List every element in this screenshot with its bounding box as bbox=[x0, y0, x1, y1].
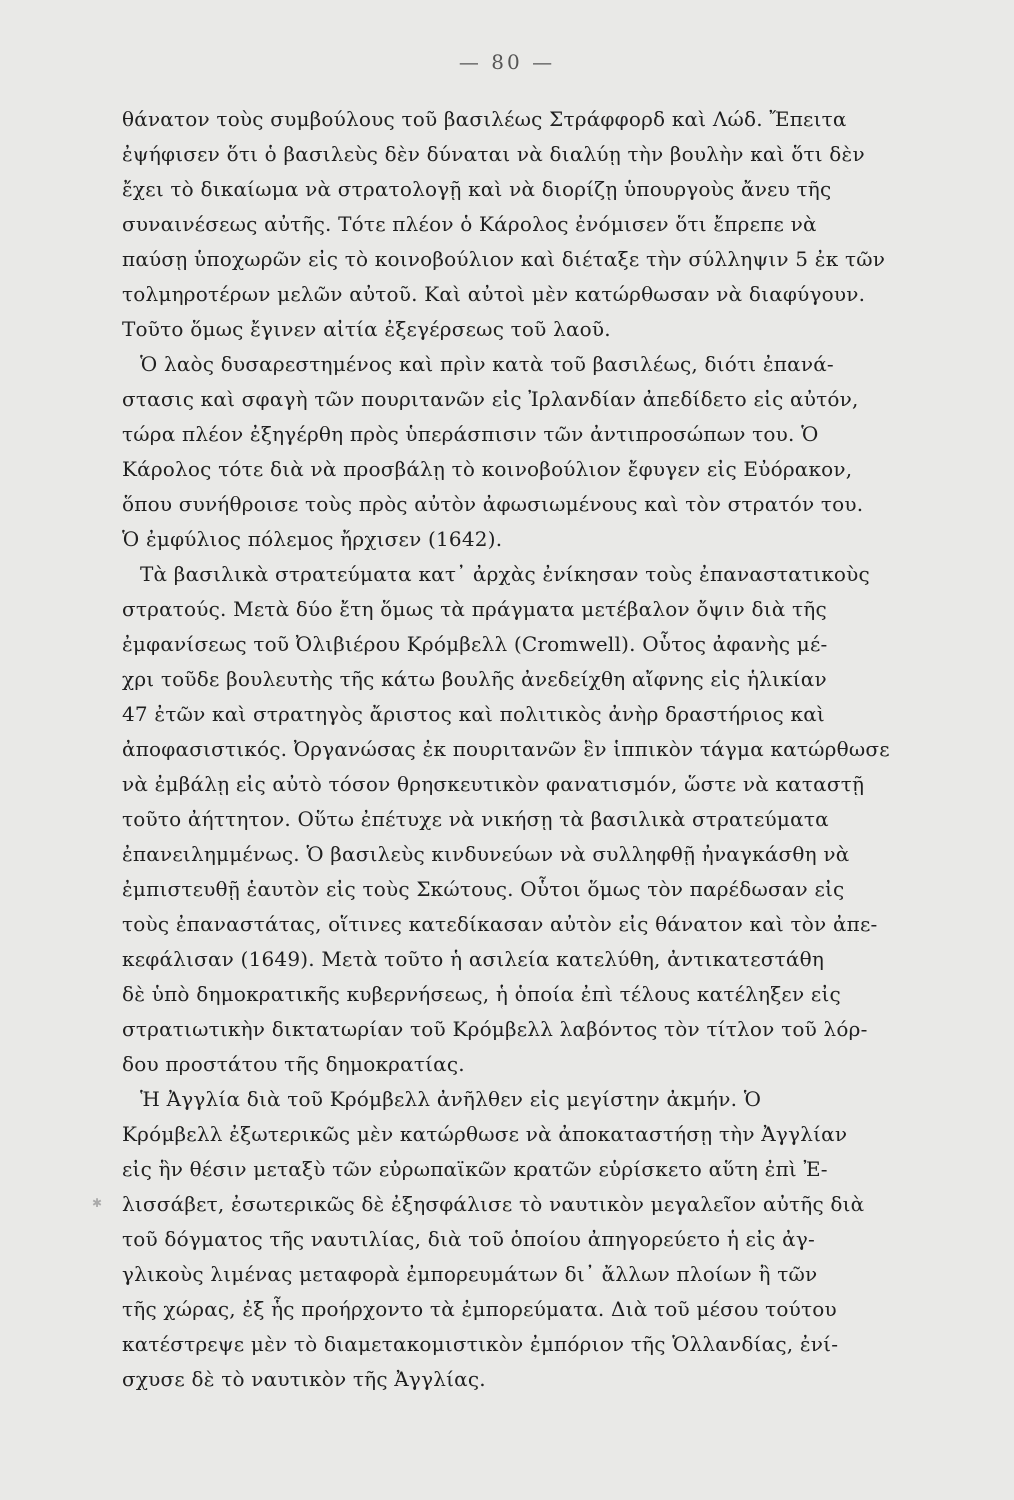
text-line: ἐμπιστευθῇ ἑαυτὸν εἰς τοὺς Σκώτους. Οὗτοι ὅμως τὸν παρέδωσαν εἰς bbox=[122, 877, 845, 901]
text-line: χρι τοῦδε βουλευτὴς τῆς κάτω βουλῆς ἀνεδείχθη αἴφνης εἰς ἡλικίαν bbox=[122, 667, 827, 691]
text-line: δου προστάτου τῆς δημοκρατίας. bbox=[122, 1052, 465, 1076]
paragraph-start-line: Ὁ λαὸς δυσαρεστημένος καὶ πρὶν κατὰ τοῦ βασιλέως, διότι ἐπανά- bbox=[140, 352, 834, 376]
text-line: ἐμφανίσεως τοῦ Ὀλιβιέρου Κρόμβελλ (Cromwell). Οὗτος ἀφανὴς μέ- bbox=[122, 632, 828, 656]
print-speck: ✱ bbox=[92, 1196, 103, 1210]
text-line: στρατιωτικὴν δικτατωρίαν τοῦ Κρόμβελλ λαβόντος τὸν τίτλον τοῦ λόρ- bbox=[122, 1017, 868, 1041]
text-line: γλικοὺς λιμένας μεταφορὰ ἐμπορευμάτων δι᾽ ἄλλων πλοίων ἢ τῶν bbox=[122, 1262, 818, 1286]
text-line: τώρα πλέον ἐξηγέρθη πρὸς ὑπεράσπισιν τῶν ἀντιπροσώπων του. Ὁ bbox=[122, 422, 819, 446]
text-line: ἔχει τὸ δικαίωμα νὰ στρατολογῇ καὶ νὰ διορίζῃ ὑπουργοὺς ἄνευ τῆς bbox=[122, 177, 832, 201]
text-line: Ὁ ἐμφύλιος πόλεμος ἤρχισεν (1642). bbox=[122, 527, 503, 551]
text-line: νὰ ἐμβάλῃ εἰς αὐτὸ τόσον θρησκευτικὸν φανατισμόν, ὥστε νὰ καταστῇ bbox=[122, 772, 865, 796]
text-line: ἀποφασιστικός. Ὀργανώσας ἐκ πουριτανῶν ἓν ἱππικὸν τάγμα κατώρθωσε bbox=[122, 737, 890, 761]
text-line: κατέστρεψε μὲν τὸ διαμετακομιστικὸν ἐμπόριον τῆς Ὁλλανδίας, ἐνί- bbox=[122, 1332, 839, 1356]
text-line: στρατούς. Μετὰ δύο ἔτη ὅμως τὰ πράγματα μετέβαλον ὄψιν διὰ τῆς bbox=[122, 597, 827, 621]
text-line: ἐπανειλημμένως. Ὁ βασιλεὺς κινδυνεύων νὰ συλληφθῇ ἠναγκάσθη νὰ bbox=[122, 842, 850, 866]
text-line: κεφάλισαν (1649). Μετὰ τοῦτο ἡ ασιλεία κατελύθη, ἀντικατεστάθη bbox=[122, 947, 825, 971]
text-line: ὅπου συνήθροισε τοὺς πρὸς αὐτὸν ἀφωσιωμένους καὶ τὸν στρατόν του. bbox=[122, 492, 864, 516]
text-line: τῆς χώρας, ἐξ ἧς προήρχοντο τὰ ἐμπορεύματα. Διὰ τοῦ μέσου τούτου bbox=[122, 1297, 837, 1321]
text-line: Κρόμβελλ ἐξωτερικῶς μὲν κατώρθωσε νὰ ἀποκαταστήσῃ τὴν Ἀγγλίαν bbox=[122, 1122, 848, 1146]
text-line: θάνατον τοὺς συμβούλους τοῦ βασιλέως Στράφφορδ καὶ Λώδ. Ἔπειτα bbox=[122, 107, 847, 131]
text-line: τοῦτο ἀήττητον. Οὕτω ἐπέτυχε νὰ νικήσῃ τὰ βασιλικὰ στρατεύματα bbox=[122, 807, 829, 831]
text-line: εἰς ἣν θέσιν μεταξὺ τῶν εὐρωπαϊκῶν κρατῶν εὑρίσκετο αὕτη ἐπὶ Ἐ- bbox=[122, 1157, 828, 1181]
text-line: λισσάβετ, ἐσωτερικῶς δὲ ἐξησφάλισε τὸ ναυτικὸν μεγαλεῖον αὐτῆς διὰ bbox=[122, 1192, 865, 1216]
text-line: στασις καὶ σφαγὴ τῶν πουριτανῶν εἰς Ἰρλανδίαν ἀπεδίδετο εἰς αὐτόν, bbox=[122, 387, 859, 411]
text-line: δὲ ὑπὸ δημοκρατικῆς κυβερνήσεως, ἡ ὁποία ἐπὶ τέλους κατέληξεν εἰς bbox=[122, 982, 841, 1006]
body-text bbox=[122, 102, 952, 1397]
text-line: Κάρολος τότε διὰ νὰ προσβάλῃ τὸ κοινοβούλιον ἔφυγεν εἰς Εὐόρακον, bbox=[122, 457, 853, 481]
text-line: τοῦ δόγματος τῆς ναυτιλίας, διὰ τοῦ ὁποίου ἀπηγορεύετο ἡ εἰς ἀγ- bbox=[122, 1227, 815, 1251]
text-line: 47 ἐτῶν καὶ στρατηγὸς ἄριστος καὶ πολιτικὸς ἀνὴρ δραστήριος καὶ bbox=[122, 702, 825, 726]
paragraph-start-line: Τὰ βασιλικὰ στρατεύματα κατ᾽ ἀρχὰς ἐνίκησαν τοὺς ἐπαναστατικοὺς bbox=[140, 562, 870, 586]
text-line: τολμηροτέρων μελῶν αὐτοῦ. Καὶ αὐτοὶ μὲν κατώρθωσαν νὰ διαφύγουν. bbox=[122, 282, 866, 306]
text-line: παύσῃ ὑποχωρῶν εἰς τὸ κοινοβούλιον καὶ διέταξε τὴν σύλληψιν 5 ἐκ τῶν bbox=[122, 247, 886, 271]
page-number: — 80 — bbox=[458, 50, 556, 74]
text-line: τοὺς ἐπαναστάτας, οἵτινες κατεδίκασαν αὐτὸν εἰς θάνατον καὶ τὸν ἀπε- bbox=[122, 912, 878, 936]
text-line: σχυσε δὲ τὸ ναυτικὸν τῆς Ἀγγλίας. bbox=[122, 1367, 486, 1391]
text-line: συναινέσεως αὐτῆς. Τότε πλέον ὁ Κάρολος ἐνόμισεν ὅτι ἔπρεπε νὰ bbox=[122, 212, 817, 236]
paragraph-start-line: Ἡ Ἀγγλία διὰ τοῦ Κρόμβελλ ἀνῆλθεν εἰς μεγίστην ἀκμήν. Ὁ bbox=[140, 1087, 762, 1111]
text-line: ἐψήφισεν ὅτι ὁ βασιλεὺς δὲν δύναται νὰ διαλύῃ τὴν βουλὴν καὶ ὅτι δὲν bbox=[122, 142, 865, 166]
text-line: Τοῦτο ὅμως ἔγινεν αἰτία ἐξεγέρσεως τοῦ λαοῦ. bbox=[122, 317, 611, 341]
